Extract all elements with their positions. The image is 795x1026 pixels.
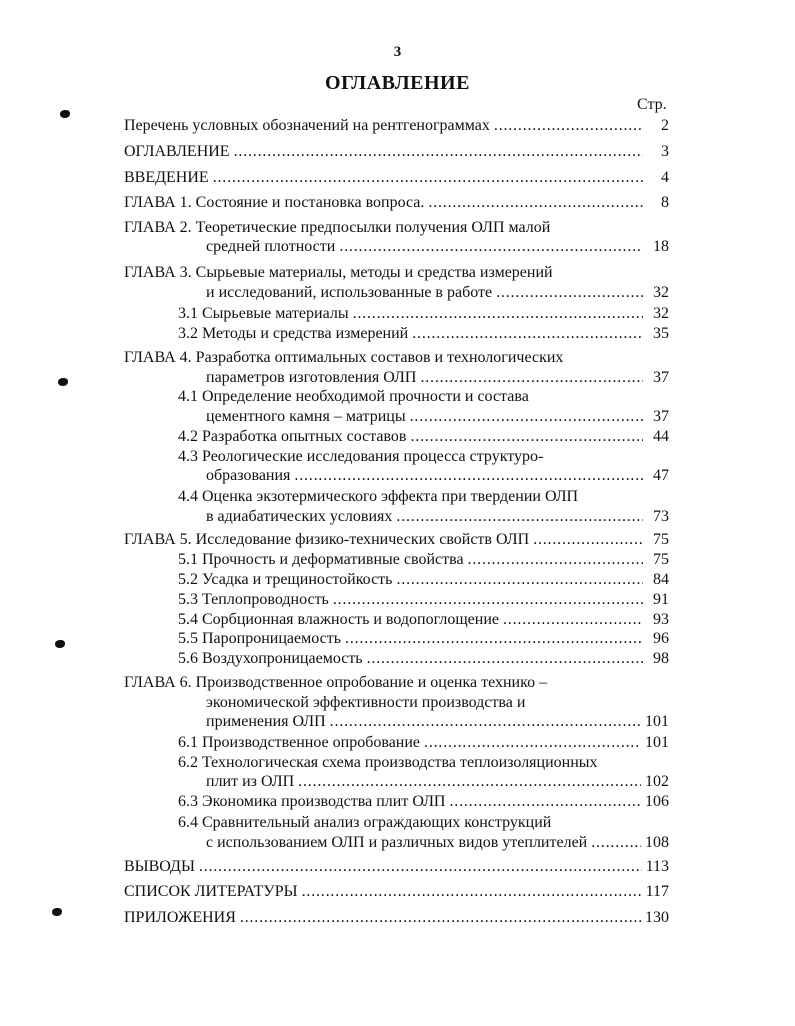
- toc-entry: 5.6 Воздухопроницаемость . . . 98: [178, 650, 669, 670]
- toc-entry: 6.3 Экономика производства плит ОЛП . . . 106: [178, 793, 669, 813]
- toc-entry: ВЫВОДЫ . . . 113: [124, 858, 669, 878]
- toc-entry: ГЛАВА 5. Исследование физико-технических свойств ОЛП . . . 75: [124, 531, 669, 551]
- scan-mark: [55, 640, 65, 648]
- toc-entry: в адиабатических условиях . . . 73: [206, 508, 669, 528]
- toc-entry: ГЛАВА 2. Теоретические предпосылки получения ОЛП малой: [124, 219, 551, 236]
- page-column-label: Стр.: [637, 96, 667, 113]
- toc-entry: 4.4 Оценка экзотермического эффекта при твердении ОЛП: [178, 488, 579, 505]
- toc-entry: 5.5 Паропроницаемость . . . 96: [178, 630, 669, 650]
- toc-entry: ОГЛАВЛЕНИЕ . . . 3: [124, 143, 669, 163]
- toc-entry: СПИСОК ЛИТЕРАТУРЫ . . . 117: [124, 883, 669, 903]
- toc-entry: 5.4 Сорбционная влажность и водопоглощение . . . 93: [178, 611, 669, 631]
- toc-entry: с использованием ОЛП и различных видов утеплителей . . . 108: [206, 834, 669, 854]
- scan-mark: [60, 110, 70, 118]
- toc-entry: плит из ОЛП . . . 102: [206, 773, 669, 793]
- toc-entry: цементного камня – матрицы . . . 37: [206, 408, 669, 428]
- page-title: ОГЛАВЛЕНИЕ: [325, 72, 470, 94]
- page-number: 3: [393, 44, 402, 60]
- toc-entry: 4.1 Определение необходимой прочности и состава: [178, 388, 529, 405]
- toc-entry: ГЛАВА 4. Разработка оптимальных составов и технологических: [124, 349, 564, 366]
- toc-entry: ГЛАВА 3. Сырьевые материалы, методы и средства измерений: [124, 264, 553, 281]
- toc-entry: 6.1 Производственное опробование . . . 101: [178, 734, 669, 754]
- toc-entry: 4.2 Разработка опытных составов . . . 44: [178, 428, 669, 448]
- toc-entry: 5.3 Теплопроводность . . . 91: [178, 591, 669, 611]
- toc-entry: 6.4 Сравнительный анализ ограждающих конструкций: [178, 814, 552, 831]
- toc-entry: средней плотности . . . 18: [206, 238, 669, 258]
- toc-entry: 5.1 Прочность и деформативные свойства . . . 75: [178, 551, 669, 571]
- toc-entry: 6.2 Технологическая схема производства теплоизоляционных: [178, 754, 598, 771]
- toc-entry: 5.2 Усадка и трещиностойкость . . . 84: [178, 571, 669, 591]
- toc-entry: параметров изготовления ОЛП . . . 37: [206, 369, 669, 389]
- toc-entry: ПРИЛОЖЕНИЯ . . . 130: [124, 909, 669, 929]
- toc-entry: Перечень условных обозначений на рентгенограммах . . . 2: [124, 117, 669, 137]
- toc-entry: ГЛАВА 1. Состояние и постановка вопроса. . . . 8: [124, 194, 669, 214]
- toc-entry: образования . . . 47: [206, 467, 669, 487]
- toc-entry: и исследований, использованные в работе . . . 32: [206, 284, 669, 304]
- toc-entry: 3.2 Методы и средства измерений . . . 35: [178, 325, 669, 345]
- toc-entry: экономической эффективности производства и: [206, 694, 526, 711]
- toc-entry: применения ОЛП . . . 101: [206, 713, 669, 733]
- toc-entry: 4.3 Реологические исследования процесса структуро-: [178, 448, 544, 465]
- toc-entry: ГЛАВА 6. Производственное опробование и оценка технико –: [124, 674, 548, 691]
- toc-entry: ВВЕДЕНИЕ . . . 4: [124, 169, 669, 189]
- scan-mark: [58, 378, 68, 386]
- scan-mark: [52, 908, 62, 916]
- toc-entry: 3.1 Сырьевые материалы . . . 32: [178, 305, 669, 325]
